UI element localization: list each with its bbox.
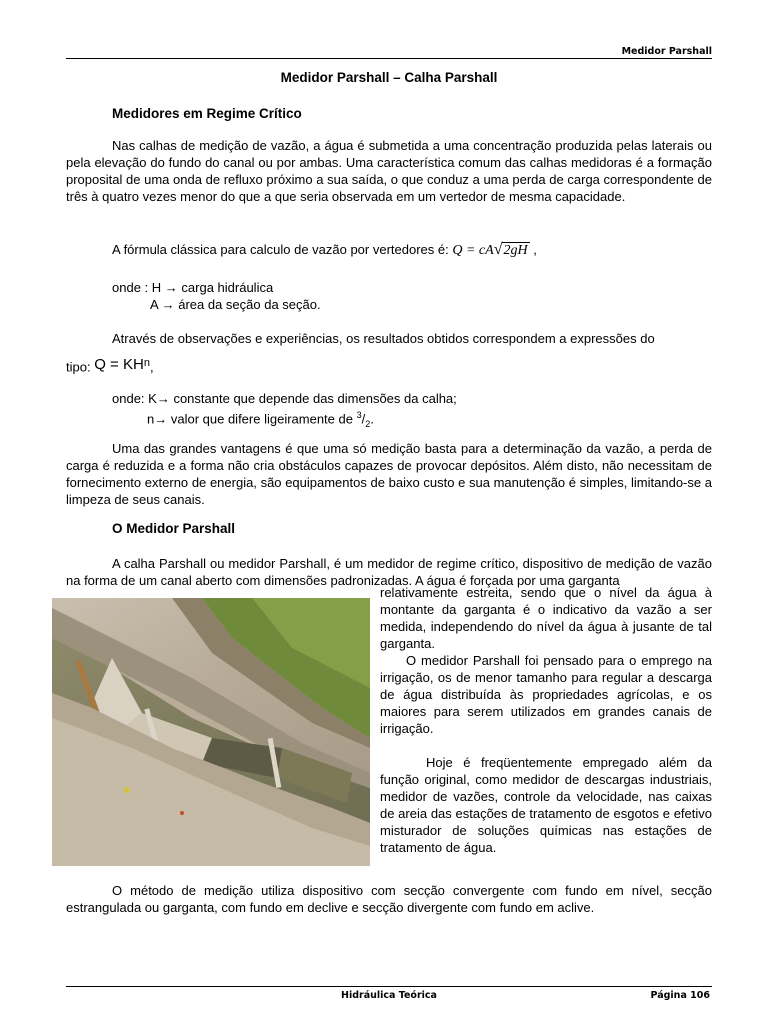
section-heading-medidor-parshall: O Medidor Parshall xyxy=(112,521,236,536)
tipo-exponent: n xyxy=(143,357,150,369)
onde-k-line xyxy=(112,390,457,407)
formula-radicand: 2gH xyxy=(503,243,528,258)
formula-intro: A fórmula clássica para calculo de vazão por vertedores é: xyxy=(112,242,449,257)
onde-a-line xyxy=(150,296,321,313)
onde-n-desc: valor que difere ligeiramente de xyxy=(170,411,353,427)
right-arrow-icon: → xyxy=(154,411,168,427)
fraction-numerator: 3 xyxy=(356,410,362,420)
section-heading-regime-critico: Medidores em Regime Crítico xyxy=(112,106,302,121)
side-column xyxy=(380,584,712,856)
formula-line xyxy=(112,241,537,259)
page-title: Medidor Parshall – Calha Parshall xyxy=(280,70,498,85)
side-paragraph-hoje: Hoje é freqüentemente empregado além da função original, como medidor de descargas industriais, medidor de vazões, controle da velocidade, nas caixas de areia das estações de tratamento de esgotos e efetivo misturador de soluções químicas nas estações de tratamento de água. xyxy=(380,755,712,855)
header-rule xyxy=(66,58,712,59)
onde-n-line: n→ valor que difere ligeiramente de $^3/_2$. xyxy=(147,410,374,429)
right-arrow-icon: → xyxy=(164,280,178,295)
parshall-flume-photo xyxy=(52,598,370,866)
onde-k-label: onde: K xyxy=(112,391,157,406)
running-header: Medidor Parshall xyxy=(621,46,712,57)
fraction-tail: . xyxy=(370,411,374,427)
paragraph-calha-intro: A calha Parshall ou medidor Parshall, é um medidor de regime crítico, dispositivo de medição de vazão na forma de um canal aberto com dimensões padronizadas. A água é forçada por uma garganta xyxy=(66,556,712,588)
onde-a-desc: área da seção da seção. xyxy=(178,297,321,312)
paragraph-vantagens: Uma das grandes vantagens é que uma só medição basta para a determinação da vazão, a perda de carga é reduzida e a forma não cria obstáculos capazes de provocar depósitos. Além disto, não necessitam de fornecimento externo de energia, são equipamentos de baixo custo e sua manutenção é simples, limitando-se a limpeza de seus canais. xyxy=(66,441,712,507)
paragraph-calhas: Nas calhas de medição de vazão, a água é submetida a uma concentração produzida pelas laterais ou pela elevação do fundo do canal ou por ambas. Uma característica comum das calhas medidoras é a formação proposital de uma onda de refluxo próximo a sua saída, o que conduz a uma perda de carga correspondente de três à quatro vezes menor do que a que seria observada em um vertedor de mesma capacidade. xyxy=(66,138,712,204)
fraction-denominator: 2 xyxy=(365,418,371,429)
footer-rule xyxy=(66,986,712,987)
onde-h-label: onde : H xyxy=(112,280,162,295)
page-number: Página 106 xyxy=(650,990,710,1001)
formula-tail: , xyxy=(533,242,537,257)
paragraph-observacoes: Através de observações e experiências, os resultados obtidos correspondem a expressões do xyxy=(112,331,655,346)
footer-title: Hidráulica Teórica xyxy=(341,990,437,1001)
side-paragraph-garganta: relativamente estreita, sendo que o nível da água à montante da garganta é o indicativo da vazão a ser medida, independendo do nível da água à jusante de tal garganta. xyxy=(380,585,712,651)
side-paragraph-irrigacao: O medidor Parshall foi pensado para o emprego na irrigação, os de menor tamanho para regular a descarga de água distribuída às propriedades agrícolas, e os maiores para serem utilizados em grandes canais de irrigação. xyxy=(380,653,712,736)
onde-h-desc: carga hidráulica xyxy=(181,280,274,295)
right-arrow-icon: → xyxy=(156,391,170,406)
onde-h-line xyxy=(112,279,273,296)
tipo-label: tipo: xyxy=(66,359,91,375)
right-arrow-icon: → xyxy=(161,297,175,312)
tipo-tail: , xyxy=(149,359,154,375)
paragraph-metodo: O método de medição utiliza dispositivo com secção convergente com fundo em nível, secção estrangulada ou garganta, com fundo em declive e secção divergente com fundo em aclive. xyxy=(66,883,712,915)
onde-n-label: n xyxy=(147,411,155,427)
onde-a-label: A xyxy=(150,297,158,312)
tipo-line xyxy=(66,355,154,375)
onde-k-desc: constante que depende das dimensões da calha; xyxy=(173,391,457,406)
sqrt-icon: √ xyxy=(493,241,503,258)
formula-lhs: Q = cA xyxy=(452,243,494,258)
tipo-formula: Q = KH xyxy=(94,356,144,374)
